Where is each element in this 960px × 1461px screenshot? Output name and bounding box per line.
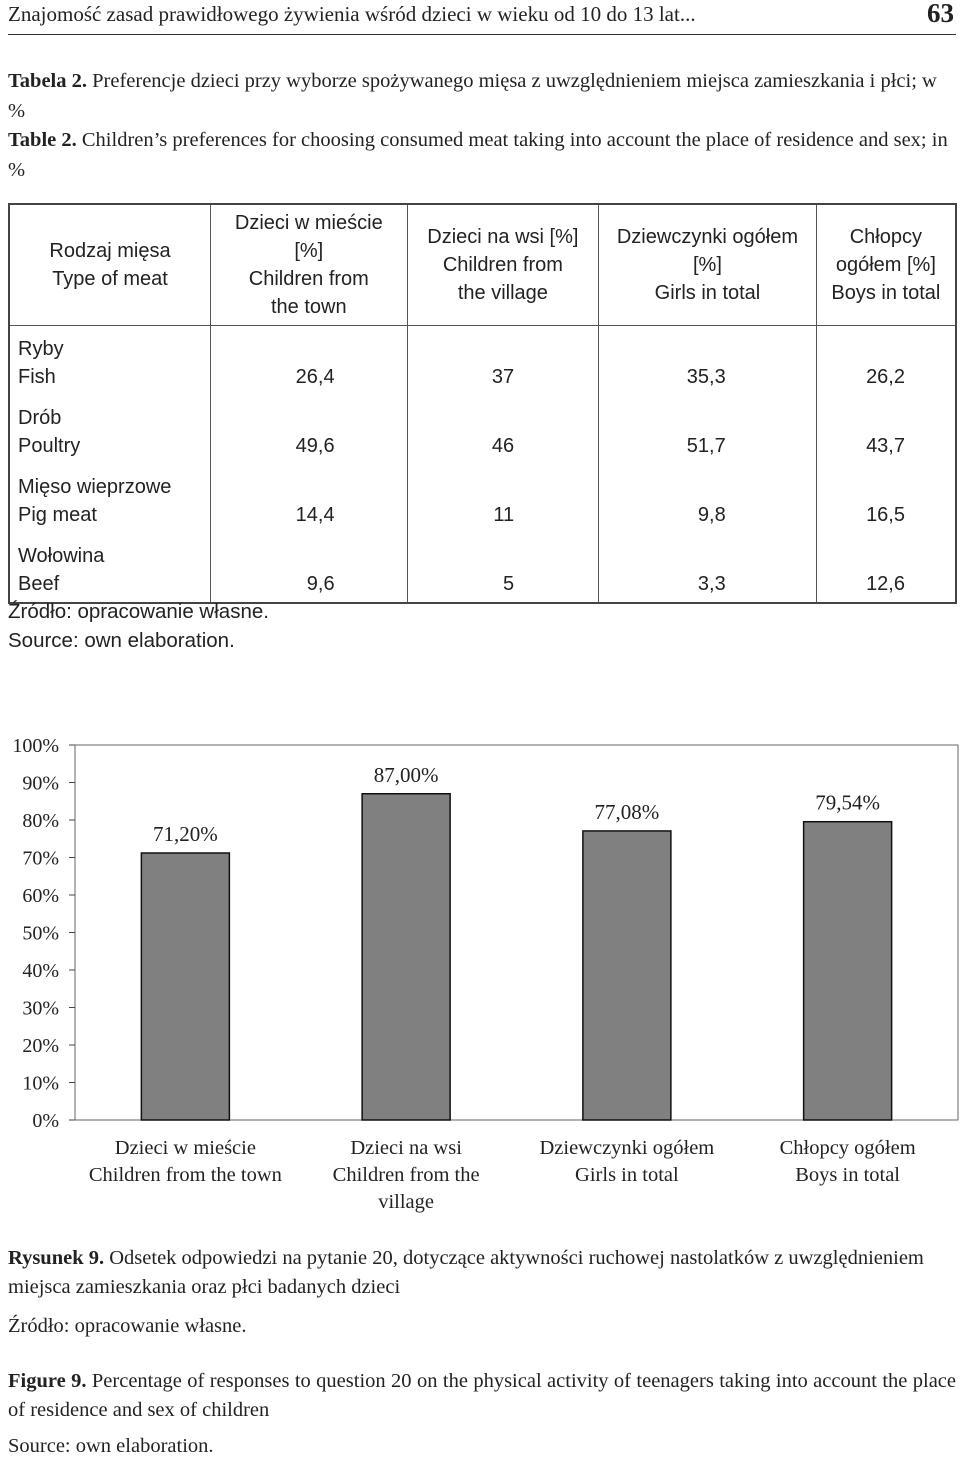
category-label: village: [378, 1191, 435, 1213]
y-tick-label: 10%: [22, 1072, 59, 1095]
table-caption-pl-label: Tabela 2.: [8, 70, 87, 92]
cell-village: 46: [407, 395, 599, 464]
cell-boys: 16,5: [816, 464, 956, 533]
row-name: Ryby Fish: [9, 326, 211, 396]
category-label: Dzieci na wsi: [350, 1137, 462, 1159]
y-tick-label: 100%: [12, 735, 59, 757]
y-tick-label: 60%: [22, 885, 59, 907]
category-label: Boys in total: [795, 1164, 901, 1186]
table-row-fish: [9, 326, 956, 396]
cell-girls: 3,3: [599, 533, 817, 603]
figure-caption-en-label: Figure 9.: [8, 1370, 87, 1392]
table-caption-en: [8, 125, 956, 185]
cell-town: 14,4: [211, 464, 408, 533]
y-tick-label: 40%: [22, 960, 59, 982]
bar-value-label: 79,54%: [815, 790, 880, 815]
bar: [362, 794, 450, 1120]
header-village: Dzieci na wsi [%] Children from the village: [407, 204, 599, 326]
cell-boys: 12,6: [816, 533, 956, 603]
chart-bars: [141, 794, 891, 1120]
table-source: [8, 597, 269, 655]
cell-girls: 9,8: [599, 464, 817, 533]
cell-boys: 43,7: [816, 395, 956, 464]
running-header: [8, 0, 956, 35]
table-caption-en-label: Table 2.: [8, 129, 77, 151]
y-tick-label: 20%: [22, 1035, 59, 1057]
cell-town: 26,4: [211, 326, 408, 396]
y-tick-label: 90%: [22, 772, 59, 795]
cell-girls: 35,3: [599, 326, 817, 396]
meat-preference-table: [8, 203, 957, 604]
figure-source-pl: Źródło: opracowanie własne.: [8, 1315, 247, 1337]
cell-town: 49,6: [211, 395, 408, 464]
header-girls: Dziewczynki ogółem [%] Girls in total: [599, 204, 817, 326]
figure-caption-en: [8, 1367, 956, 1425]
table-source-en: Source: own elaboration.: [8, 629, 235, 652]
row-name: Drób Poultry: [9, 395, 211, 464]
y-tick-label: 80%: [22, 810, 59, 832]
y-tick-label: 30%: [22, 997, 59, 1020]
category-label: Dzieci w mieście: [114, 1137, 256, 1159]
bar: [804, 822, 892, 1120]
cell-girls: 51,7: [599, 395, 817, 464]
cell-village: 5: [407, 533, 599, 603]
table-caption-en-text: Children’s preferences for choosing consumed meat taking into account the place of residence and sex; in %: [8, 129, 948, 181]
figure-caption-en-text: Percentage of responses to question 20 on the physical activity of teenagers taking into account the place of residence and sex of children: [8, 1370, 957, 1421]
category-label: Children from the: [332, 1164, 480, 1186]
bar-value-label: 71,20%: [153, 822, 218, 846]
header-boys: Chłopcy ogółem [%] Boys in total: [816, 204, 956, 326]
y-tick-label: 70%: [22, 847, 59, 870]
table-row-poultry: [9, 395, 956, 464]
header-town: Dzieci w mieście [%] Children from the town: [211, 204, 408, 326]
y-tick-label: 50%: [22, 922, 59, 945]
header-meat-type: Rodzaj mięsa Type of meat: [9, 204, 211, 326]
figure-caption-pl: [8, 1244, 956, 1302]
category-label: Chłopcy ogółem: [779, 1137, 916, 1159]
y-tick-label: 0%: [32, 1110, 59, 1132]
category-label: Girls in total: [575, 1164, 679, 1186]
bar: [141, 853, 229, 1120]
table-source-pl: Źródło: opracowanie własne.: [8, 600, 269, 623]
figure-source-en: Source: own elaboration.: [8, 1435, 214, 1457]
bar: [583, 831, 671, 1120]
cell-village: 37: [407, 326, 599, 396]
table-header-row: [9, 204, 956, 326]
table-caption-pl-text: Preferencje dzieci przy wyborze spożywanego mięsa z uwzględnieniem miejsca zamieszkania i płci; w %: [8, 70, 937, 122]
table-row-pig-meat: [9, 464, 956, 533]
cell-boys: 26,2: [816, 326, 956, 396]
table-row-beef: [9, 533, 956, 603]
running-title: Znajomość zasad prawidłowego żywienia wśród dzieci w wieku od 10 do 13 lat...: [8, 2, 696, 26]
figure-caption-pl-text: Odsetek odpowiedzi na pytanie 20, dotyczące aktywności ruchowej nastolatków z uwzględnieniem miejsca zamieszkania oraz płci badanych dzieci: [8, 1247, 924, 1298]
row-name: Mięso wieprzowe Pig meat: [9, 464, 211, 533]
figure-caption-pl-label: Rysunek 9.: [8, 1247, 105, 1269]
page-number: 63: [927, 0, 954, 28]
table-caption-pl: [8, 66, 956, 126]
cell-village: 11: [407, 464, 599, 533]
bar-chart: [0, 728, 960, 1228]
bar-value-label: 77,08%: [594, 799, 660, 824]
category-label: Children from the town: [88, 1164, 282, 1186]
category-label: Dziewczynki ogółem: [539, 1137, 715, 1159]
row-name: Wołowina Beef: [9, 533, 211, 603]
cell-town: 9,6: [211, 533, 408, 603]
bar-value-label: 87,00%: [373, 762, 439, 787]
